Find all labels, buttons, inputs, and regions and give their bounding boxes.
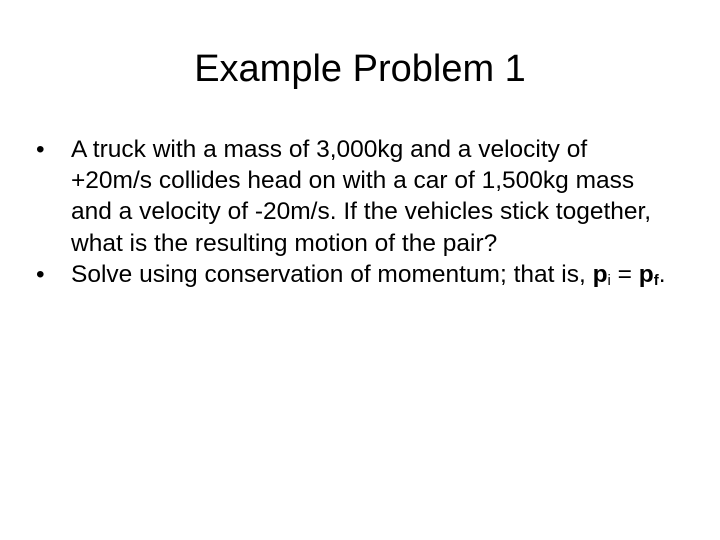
bullet-list	[36, 134, 672, 290]
momentum-symbol-final: p	[638, 260, 654, 288]
sentence-end: .	[658, 260, 666, 288]
subscript-final: f	[653, 271, 659, 289]
bullet-symbol: •	[36, 260, 45, 288]
momentum-symbol-initial: p	[592, 260, 608, 288]
problem-text: A truck with a mass of 3,000kg and a velocity of +20m/s collides head on with a car of 1,500kg mass and a velocity of -20m/s. If the vehicles stick together, what is the resulting motion of the pair?	[71, 136, 652, 257]
method-text: Solve using conservation of momentum; that is,	[71, 260, 593, 288]
bullet-item-problem	[36, 134, 672, 259]
bullet-symbol: •	[36, 136, 45, 163]
bullet-item-method	[36, 259, 672, 290]
slide-title: Example Problem 1	[194, 48, 526, 90]
equals-sign: =	[610, 260, 639, 288]
subscript-initial: i	[607, 271, 611, 289]
